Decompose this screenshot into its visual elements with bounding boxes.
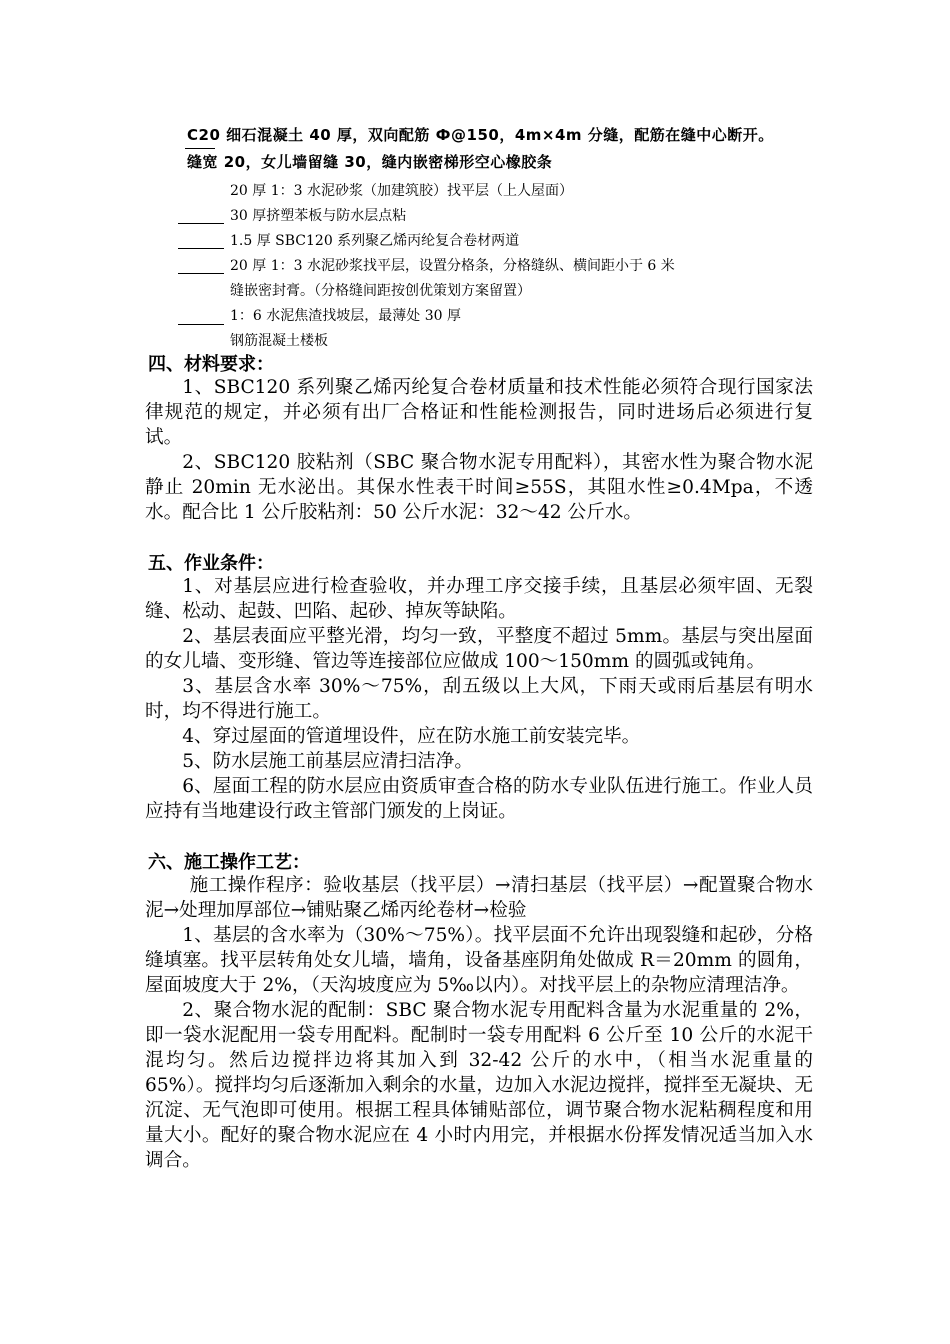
section-heading-process: 六、施工操作工艺： bbox=[148, 852, 310, 873]
paragraph: 1、基层的含水率为（30%～75%）。找平层面不允许出现裂缝和起砂，分格缝填塞。找平层转角处女儿墙，墙角，设备基座阴角处做成 R＝20mm 的圆角，屋面坡度大于 2%，（天沟坡度应为 5‰以内）。对找平层上的杂物应清理洁净。 bbox=[145, 925, 813, 996]
leader-line bbox=[178, 248, 224, 249]
layer-label: 1：6 水泥焦渣找坡层，最薄处 30 厚 bbox=[230, 308, 461, 324]
layer-label: 钢筋混凝土楼板 bbox=[230, 333, 328, 349]
annotation-line-2: 缝宽 20，女儿墙留缝 30，缝内嵌密梯形空心橡胶条 bbox=[187, 153, 553, 171]
section-heading-work-conditions: 五、作业条件： bbox=[148, 553, 274, 574]
paragraph: 1、对基层应进行检查验收，并办理工序交接手续，且基层必须牢固、无裂缝、松动、起鼓、凹陷、起砂、掉灰等缺陷。 bbox=[145, 576, 813, 622]
paragraph: 6、屋面工程的防水层应由资质审查合格的防水专业队伍进行施工。作业人员应持有当地建设行政主管部门颁发的上岗证。 bbox=[145, 776, 813, 822]
process-flow bbox=[145, 873, 813, 923]
layer-label: 缝嵌密封膏。（分格缝间距按创优策划方案留置） bbox=[230, 283, 531, 299]
section-body-work-conditions bbox=[145, 574, 813, 824]
leader-line bbox=[178, 324, 224, 325]
paragraph: 2、基层表面应平整光滑，均匀一致，平整度不超过 5mm。基层与突出屋面的女儿墙、变形缝、管边等连接部位应做成 100～150mm 的圆弧或钝角。 bbox=[145, 626, 813, 672]
layer-label: 30 厚挤塑苯板与防水层点粘 bbox=[230, 208, 407, 224]
layer-label: 20 厚 1：3 水泥砂浆找平层，设置分格条，分格缝纵、横间距小于 6 米 bbox=[230, 258, 675, 274]
layer-label: 1.5 厚 SBC120 系列聚乙烯丙纶复合卷材两道 bbox=[230, 233, 520, 249]
leader-line bbox=[178, 273, 224, 274]
paragraph: 2、SBC120 胶粘剂（SBC 聚合物水泥专用配料），其密水性为聚合物水泥静止 20min 无水泌出。其保水性表干时间≥55S，其阻水性≥0.4Mpa，不透水。配合比 1 公斤胶粘剂：50 公斤水泥：32～42 公斤水。 bbox=[145, 452, 813, 523]
layer-label: 20 厚 1：3 水泥砂浆（加建筑胶）找平层（上人屋面） bbox=[230, 183, 573, 199]
leader-line bbox=[185, 148, 215, 149]
paragraph: 2、聚合物水泥的配制：SBC 聚合物水泥专用配料含量为水泥重量的 2%，即一袋水泥配用一袋专用配料。配制时一袋专用配料 6 公斤至 10 公斤的水泥干混均匀。然后边搅拌边将其加入到 32-42 公斤的水中，（相当水泥重量的 65%）。搅拌均匀后逐渐加入剩余的水量，边加入水泥边搅拌，搅拌至无凝块、无沉淀、无气泡即可使用。根据工程具体铺贴部位，调节聚合物水泥粘稠程度和用量大小。配好的聚合物水泥应在 4 小时内用完，并根据水份挥发情况适当加入水调合。 bbox=[145, 1000, 813, 1171]
leader-line bbox=[178, 223, 224, 224]
paragraph: 4、穿过屋面的管道埋设件，应在防水施工前安装完毕。 bbox=[182, 726, 641, 747]
section-body-materials bbox=[145, 375, 813, 525]
paragraph: 1、SBC120 系列聚乙烯丙纶复合卷材质量和技术性能必须符合现行国家法律规范的规定，并必须有出厂合格证和性能检测报告，同时进场后必须进行复试。 bbox=[145, 377, 813, 448]
section-heading-materials: 四、材料要求： bbox=[148, 354, 274, 375]
paragraph: 3、基层含水率 30%～75%，刮五级以上大风，下雨天或雨后基层有明水时，均不得进行施工。 bbox=[145, 676, 813, 722]
process-flow-text: 施工操作程序：验收基层（找平层）→清扫基层（找平层）→配置聚合物水泥→处理加厚部位→铺贴聚乙烯丙纶卷材→检验 bbox=[145, 875, 813, 921]
annotation-line-1: C20 细石混凝土 40 厚，双向配筋 Ф@150，4m×4m 分缝，配筋在缝中心断开。 bbox=[187, 126, 774, 144]
paragraph: 5、防水层施工前基层应清扫洁净。 bbox=[182, 751, 473, 772]
section-body-process bbox=[145, 923, 813, 1173]
